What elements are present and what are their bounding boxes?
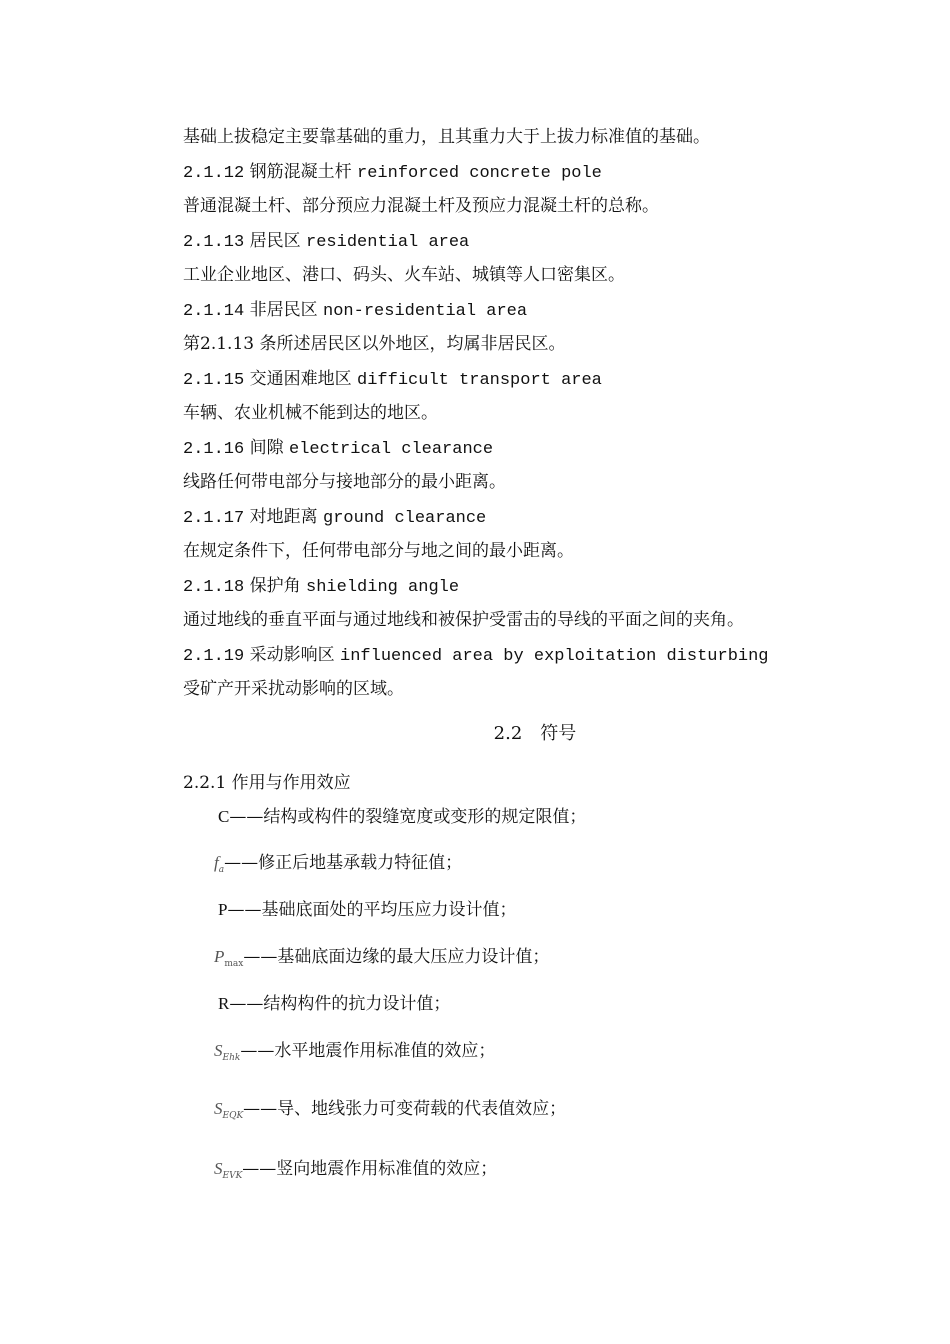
definition-text: 线路任何带电部分与接地部分的最小距离。 [183, 472, 506, 492]
symbol-description: ——结构或构件的裂缝宽度或变形的规定限值； [229, 807, 587, 827]
subsection-heading: 2.2.1 作用与作用效应 [183, 773, 351, 793]
clause-term-zh: 间隙 [249, 438, 284, 458]
symbol: R [218, 994, 230, 1013]
clause-term-zh: 交通困难地区 [249, 369, 352, 389]
section-title: 2.2 符号 [493, 723, 577, 744]
clause-number: 2.1.14 [183, 302, 245, 321]
clause-term-en: influenced area by exploitation disturbing [340, 647, 769, 666]
symbol: C [218, 807, 230, 826]
symbol-description: ——修正后地基承载力特征值； [224, 853, 463, 873]
symbol-entry [218, 805, 586, 829]
clause-term-en: residential area [306, 233, 470, 252]
symbol-subscript: EVK [222, 1171, 243, 1181]
symbol-entry [214, 1039, 495, 1070]
clause-heading [183, 367, 602, 393]
clause-number: 2.1.18 [183, 578, 245, 597]
clause-heading [183, 160, 602, 186]
symbol-description: ——水平地震作用标准值的效应； [240, 1041, 496, 1061]
clause-term-en: reinforced concrete pole [357, 164, 602, 183]
symbol-description: ——结构构件的抗力设计值； [229, 994, 451, 1014]
clause-term-en: ground clearance [323, 509, 487, 528]
clause-heading [183, 505, 486, 531]
symbol: S [214, 1041, 223, 1060]
definition-text: 通过地线的垂直平面与通过地线和被保护受雷击的导线的平面之间的夹角。 [183, 610, 744, 630]
clause-term-zh: 保护角 [249, 576, 301, 596]
clause-term-en: electrical clearance [289, 440, 494, 459]
clause-number: 2.1.17 [183, 509, 245, 528]
clause-term-en: shielding angle [306, 578, 460, 597]
clause-term-en: non-residential area [323, 302, 528, 321]
clause-term-zh: 钢筋混凝土杆 [249, 162, 352, 182]
definition-text: 工业企业地区、港口、码头、火车站、城镇等人口密集区。 [183, 265, 625, 285]
clause-term-zh: 采动影响区 [249, 645, 335, 665]
symbol-entry [214, 1157, 497, 1188]
symbol-description: ——导、地线张力可变荷载的代表值效应； [243, 1099, 567, 1119]
clause-term-en: difficult transport area [357, 371, 602, 390]
clause-number: 2.1.15 [183, 371, 245, 390]
clause-number: 2.1.13 [183, 233, 245, 252]
clause-number: 2.1.12 [183, 164, 245, 183]
symbol-entry [214, 1097, 566, 1128]
symbol-description: ——基础底面处的平均压应力设计值； [227, 900, 517, 920]
symbol-entry [214, 851, 462, 882]
symbol: P [218, 900, 228, 919]
clause-term-zh: 居民区 [249, 231, 301, 251]
clause-heading [183, 436, 493, 462]
symbol: S [214, 1159, 223, 1178]
symbol-description: ——基础底面边缘的最大压应力设计值； [243, 947, 550, 967]
definition-text: 基础上拔稳定主要靠基础的重力，且其重力大于上拔力标准值的基础。 [183, 127, 710, 147]
symbol: P [214, 947, 225, 966]
definition-text: 车辆、农业机械不能到达的地区。 [183, 403, 438, 423]
symbol-subscript: Ehk [222, 1053, 241, 1063]
symbol-entry [218, 992, 450, 1016]
definition-text: 普通混凝土杆、部分预应力混凝土杆及预应力混凝土杆的总称。 [183, 196, 659, 216]
symbol-subscript: max [224, 959, 244, 969]
symbol-subscript: a [218, 865, 225, 875]
clause-number: 2.1.16 [183, 440, 245, 459]
symbol-entry [214, 945, 549, 976]
symbol-entry [218, 898, 516, 922]
clause-number: 2.1.19 [183, 647, 245, 666]
symbol-description: ——竖向地震作用标准值的效应； [242, 1159, 498, 1179]
definition-text: 第2.1.13 条所述居民区以外地区，均属非居民区。 [183, 334, 566, 354]
definition-text: 受矿产开采扰动影响的区域。 [183, 679, 404, 699]
symbol: S [214, 1099, 223, 1118]
clause-heading [183, 229, 469, 255]
clause-term-zh: 非居民区 [249, 300, 318, 320]
symbol: f [214, 853, 219, 872]
symbol-subscript: EQK [222, 1111, 244, 1121]
clause-heading [183, 643, 769, 669]
clause-term-zh: 对地距离 [249, 507, 318, 527]
clause-heading [183, 298, 527, 324]
definition-text: 在规定条件下，任何带电部分与地之间的最小距离。 [183, 541, 574, 561]
clause-heading [183, 574, 459, 600]
